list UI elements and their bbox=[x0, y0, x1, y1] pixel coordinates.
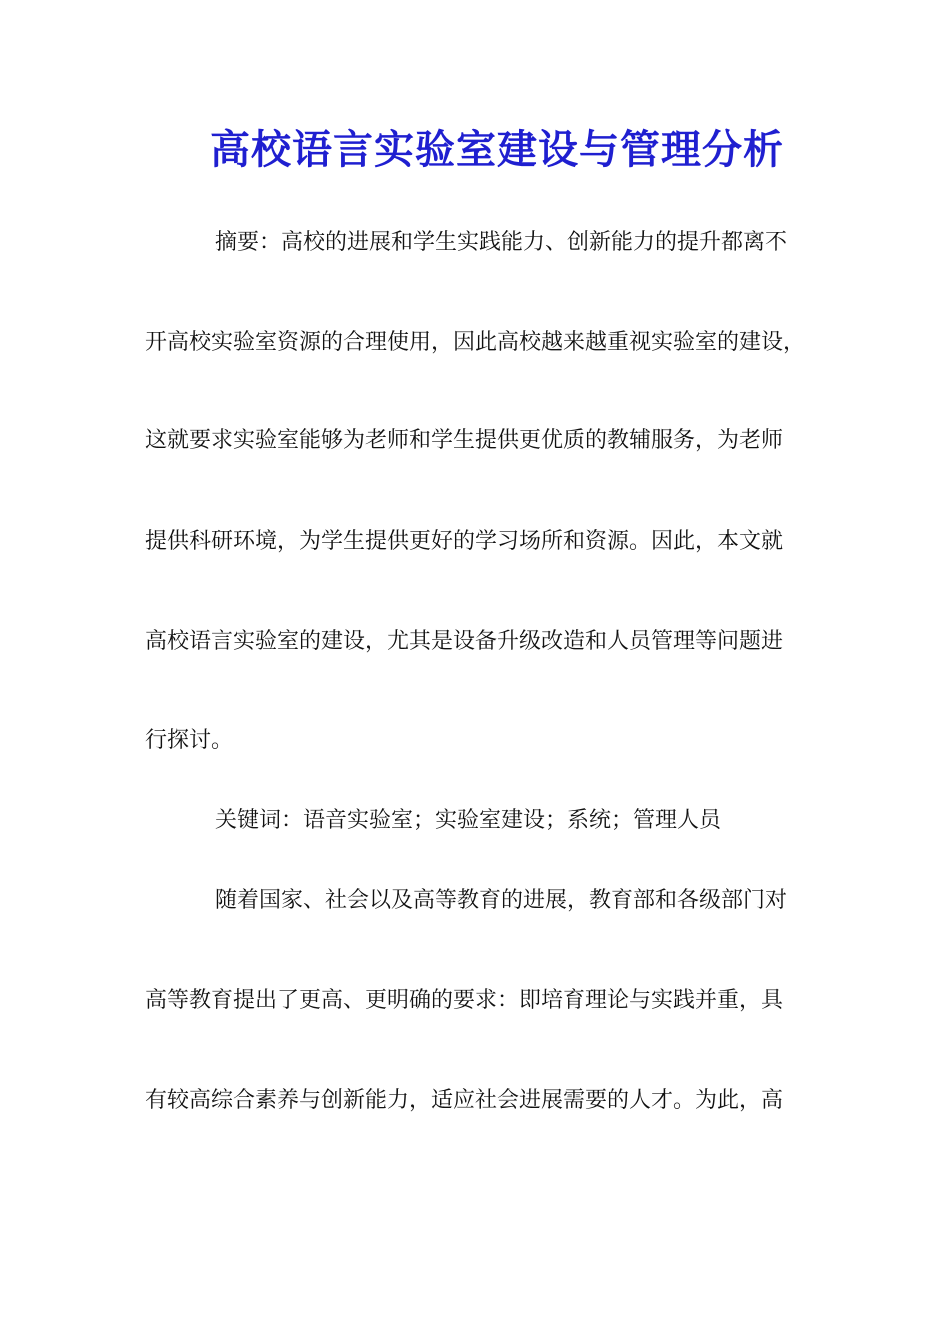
abstract-line-2: 开高校实验室资源的合理使用，因此高校越来越重视实验室的建设， bbox=[145, 330, 806, 355]
abstract-line-6: 行探讨。 bbox=[145, 728, 234, 753]
abstract-line-1: 摘要：高校的进展和学生实践能力、创新能力的提升都离不 bbox=[215, 230, 788, 255]
document-title: 高校语言实验室建设与管理分析 bbox=[210, 126, 784, 173]
abstract-line-4: 提供科研环境，为学生提供更好的学习场所和资源。因此，本文就 bbox=[145, 529, 784, 554]
abstract-line-5: 高校语言实验室的建设，尤其是设备升级改造和人员管理等问题进 bbox=[145, 629, 784, 654]
abstract-line-3: 这就要求实验室能够为老师和学生提供更优质的教辅服务，为老师 bbox=[145, 428, 784, 453]
body-line-1: 随着国家、社会以及高等教育的进展，教育部和各级部门对 bbox=[215, 888, 788, 913]
body-line-3: 有较高综合素养与创新能力，适应社会进展需要的人才。为此，高 bbox=[145, 1088, 784, 1113]
keywords-line: 关键词：语音实验室；实验室建设；系统；管理人员 bbox=[215, 808, 722, 833]
body-line-2: 高等教育提出了更高、更明确的要求：即培育理论与实践并重，具 bbox=[145, 988, 784, 1013]
